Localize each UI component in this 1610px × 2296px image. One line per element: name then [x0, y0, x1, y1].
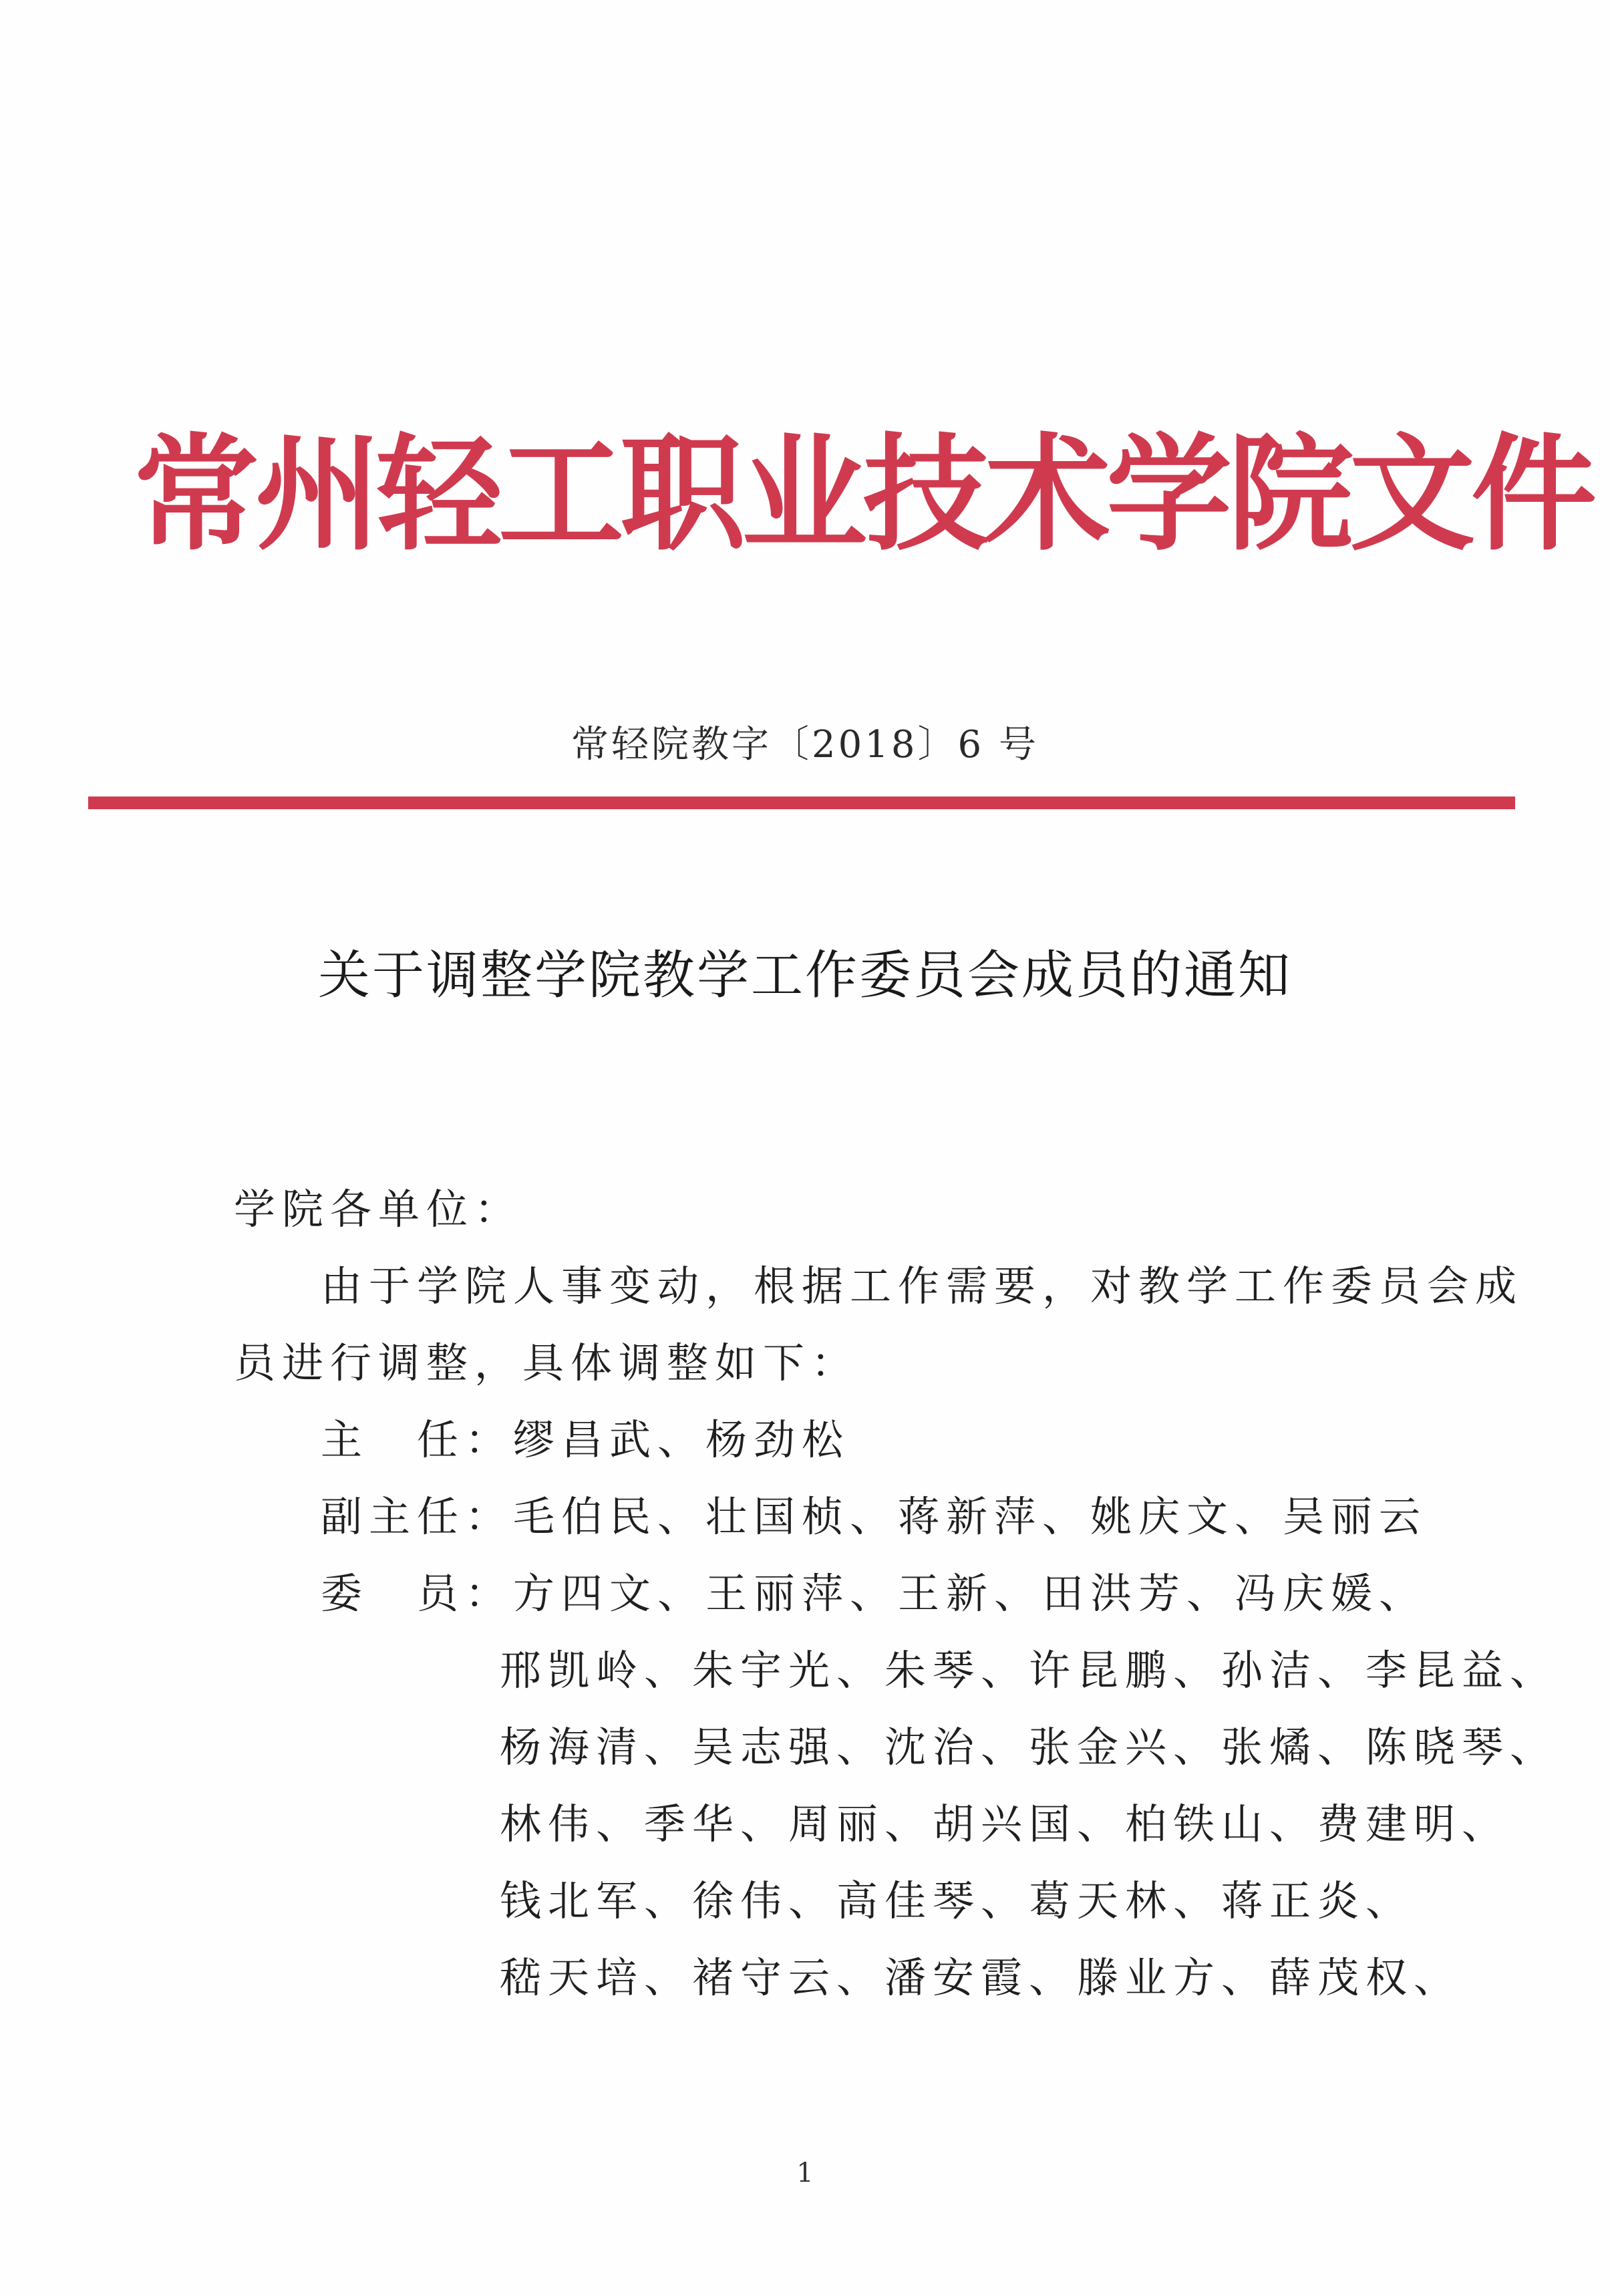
notice-title: 关于调整学院教学工作委员会成员的通知 [317, 946, 1292, 1006]
intro-paragraph-line-1: 由于学院人事变动，根据工作需要，对教学工作委员会成 [321, 1262, 1524, 1310]
deputy-director-line: 副主任：毛伯民、壮国桢、蒋新萍、姚庆文、吴丽云 [321, 1492, 1428, 1541]
intro-paragraph-line-2: 员进行调整，具体调整如下： [234, 1338, 860, 1387]
members-line-5: 钱北军、徐伟、高佳琴、葛天林、蒋正炎、 [500, 1876, 1414, 1925]
masthead-title: 常州轻工职业技术学院文件 [134, 420, 1593, 568]
members-line-2: 邢凯岭、朱宇光、朱琴、许昆鹏、孙洁、李昆益、 [500, 1646, 1559, 1695]
red-divider-rule [88, 797, 1515, 809]
members-line-3: 杨海清、吴志强、沈治、张金兴、张燏、陈晓琴、 [500, 1723, 1559, 1771]
members-line-1: 委 员：方四文、王丽萍、王新、田洪芳、冯庆媛、 [321, 1569, 1428, 1618]
members-line-4: 林伟、季华、周丽、胡兴国、柏铁山、费建明、 [500, 1800, 1510, 1848]
document-number: 常轻院教字〔2018〕6 号 [571, 723, 1039, 766]
salutation: 学院各单位： [234, 1185, 523, 1234]
director-line: 主 任：缪昌武、杨劲松 [321, 1415, 850, 1464]
members-line-6: 嵇天培、褚守云、潘安霞、滕业方、薛茂权、 [500, 1953, 1462, 2002]
page-number: 1 [796, 2158, 814, 2188]
